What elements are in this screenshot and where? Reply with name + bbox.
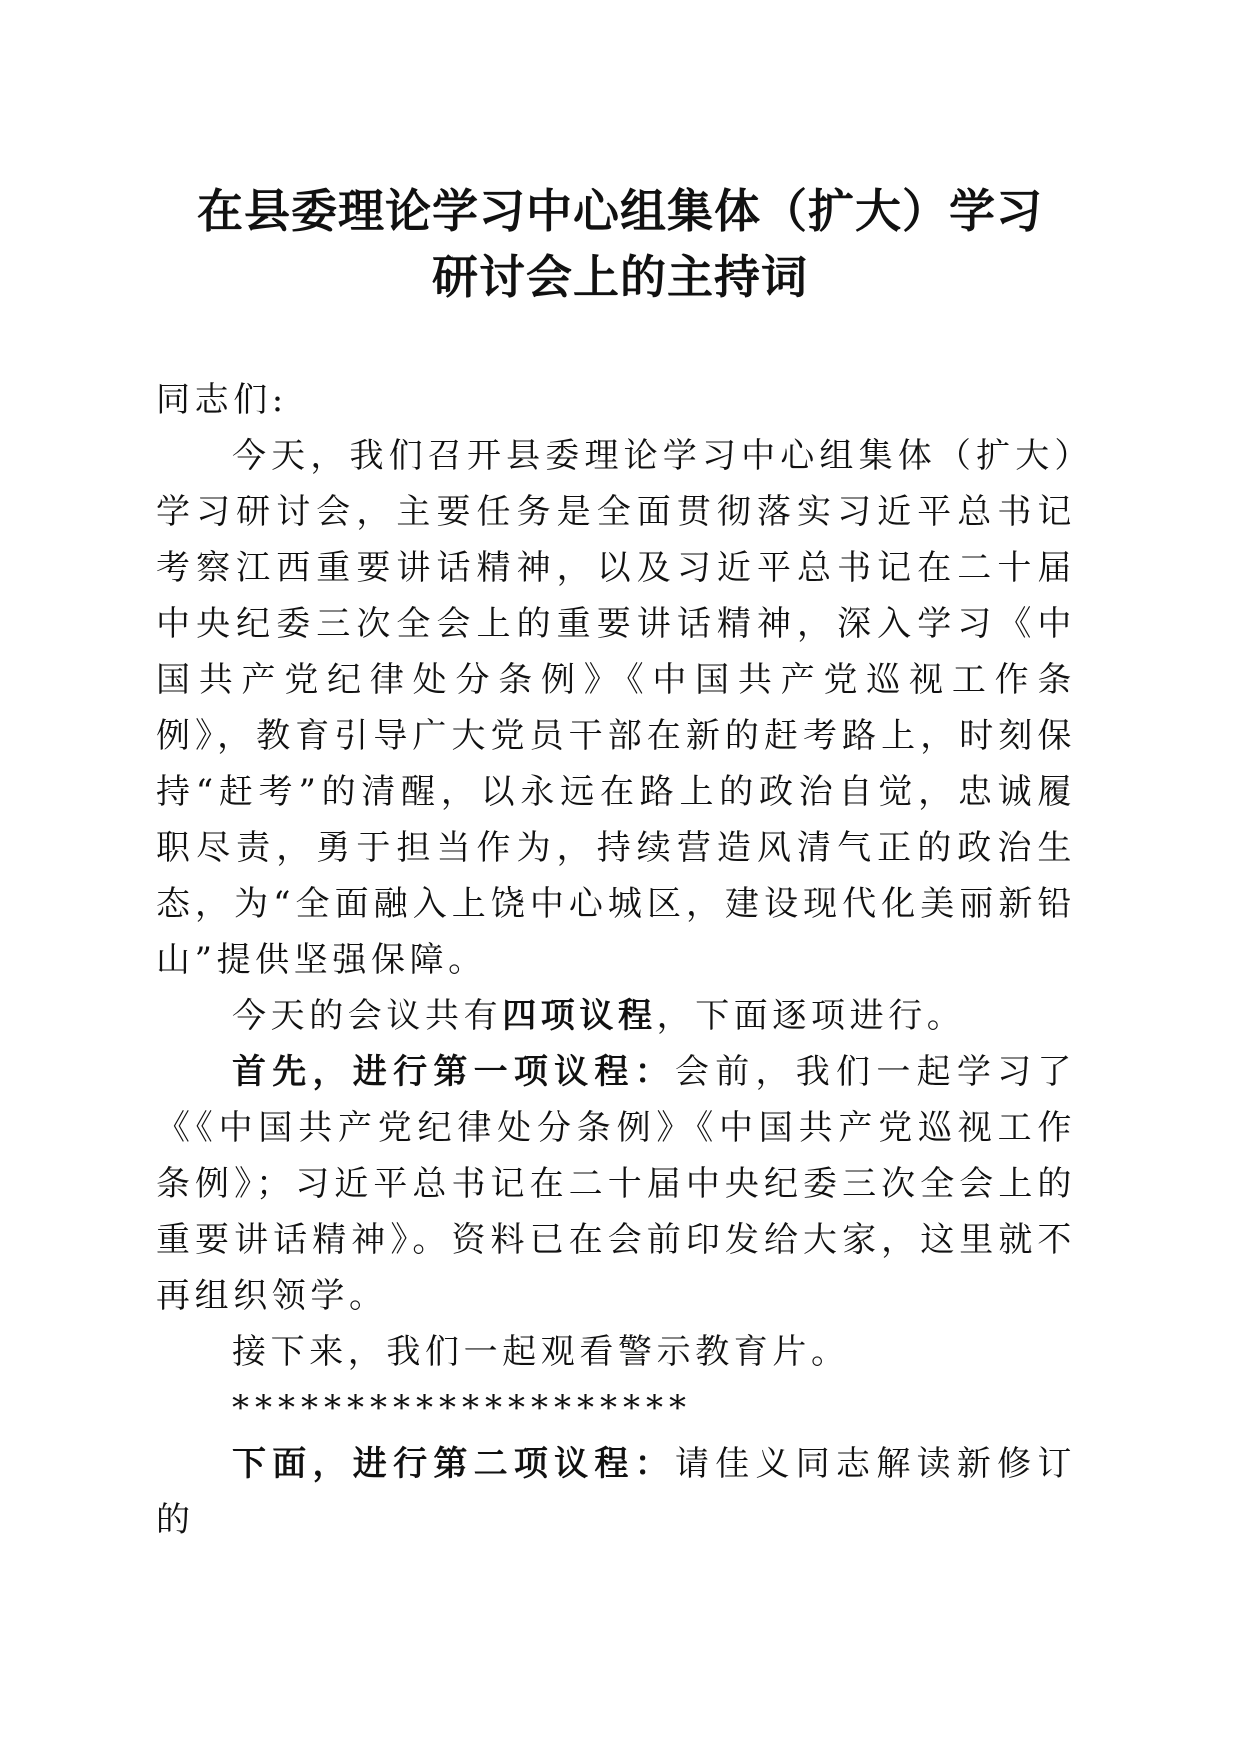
- separator-stars: ********************: [232, 1388, 692, 1428]
- paragraph-agenda-count: [156, 988, 1076, 1044]
- agenda-count-bold: 四项议程: [502, 996, 657, 1036]
- agenda-count-text-after: ，下面逐项进行。: [656, 996, 966, 1036]
- paragraph-agenda-2: [156, 1436, 1076, 1548]
- paragraph-agenda-1: [156, 1044, 1076, 1324]
- document-title-line-2: 研讨会上的主持词: [432, 250, 808, 304]
- salutation: 同志们:: [156, 380, 288, 420]
- document-body: [156, 372, 1076, 1548]
- agenda-1-text: 会前，我们一起学习了《《中国共产党纪律处分条例》《中国共产党巡视工作条例》；习近平总书记在二十届中央纪委三次全会上的重要讲话精神》。资料已在会前印发给大家，这里就不再组织领学。: [156, 1052, 1076, 1316]
- agenda-2-heading: 下面，进行第二项议程：: [232, 1444, 675, 1484]
- agenda-1-heading: 首先，进行第一项议程：: [232, 1052, 675, 1092]
- agenda-2-text: 请佳义同志解读新修订的: [156, 1444, 1076, 1540]
- agenda-count-text-before: 今天的会议共有: [232, 996, 503, 1036]
- document-title-line-1: 在县委理论学习中心组集体（扩大）学习: [197, 184, 1043, 238]
- paragraph-opening: 今天，我们召开县委理论学习中心组集体（扩大）学习研讨会，主要任务是全面贯彻落实习近平总书记考察江西重要讲话精神，以及习近平总书记在二十届中央纪委三次全会上的重要讲话精神，深入学习《中国共产党纪律处分条例》《中国共产党巡视工作条例》，教育引导广大党员干部在新的赶考路上，时刻保持“赶考”的清醒，以永远在路上的政治自觉，忠诚履职尽责，勇于担当作为，持续营造风清气正的政治生态，为“全面融入上饶中心城区，建设现代化美丽新铅山”提供坚强保障。: [156, 436, 1076, 980]
- paragraph-warning-film: 接下来，我们一起观看警示教育片。: [232, 1332, 850, 1372]
